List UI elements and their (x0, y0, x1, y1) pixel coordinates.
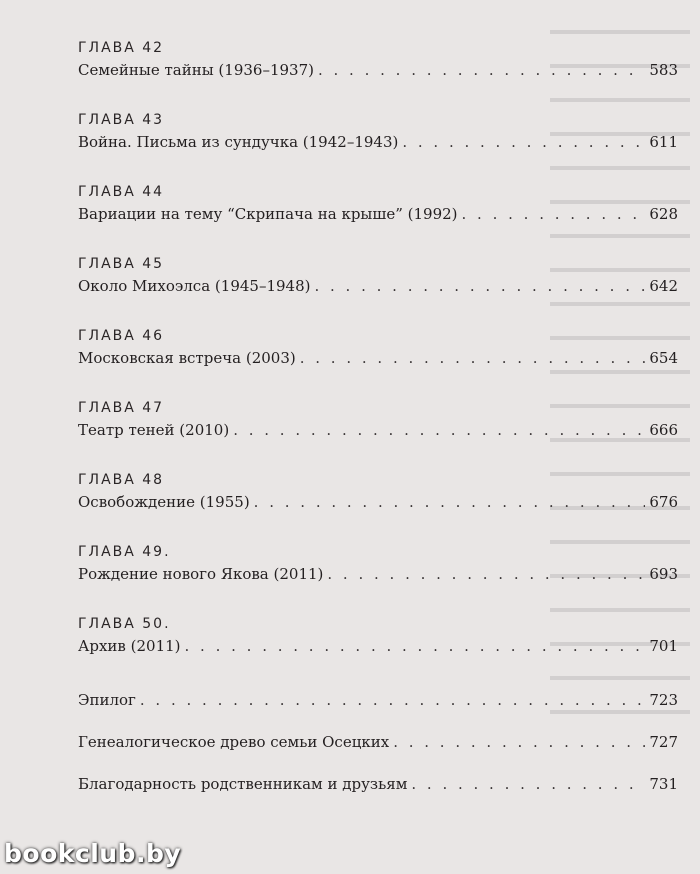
chapter-title: Театр теней (2010) (78, 421, 230, 439)
chapter-title: Освобождение (1955) (78, 493, 250, 511)
chapter-label: ГЛАВА 46 (78, 328, 165, 344)
page-number: 666 (649, 421, 678, 439)
toc-entry (78, 38, 678, 110)
toc-extra-entry (78, 770, 678, 812)
page-number: 628 (649, 205, 678, 223)
chapter-title: Рождение нового Якова (2011) (78, 565, 324, 583)
chapter-label: ГЛАВА 42 (78, 40, 165, 56)
dot-leader (185, 634, 646, 658)
extra-title: Благодарность родственникам и друзьям (78, 775, 408, 793)
toc-entry (78, 182, 678, 254)
page-number: 727 (649, 733, 678, 751)
chapter-label: ГЛАВА 43 (78, 112, 165, 128)
dot-leader (402, 130, 645, 154)
chapter-label: ГЛАВА 45 (78, 256, 165, 272)
chapter-label: ГЛАВА 47 (78, 400, 165, 416)
table-of-contents (78, 38, 678, 812)
toc-entry (78, 254, 678, 326)
page-number: 723 (649, 691, 678, 709)
page-number: 642 (649, 277, 678, 295)
chapter-label: ГЛАВА 50. (78, 616, 171, 632)
chapter-label: ГЛАВА 48 (78, 472, 165, 488)
dot-leader (233, 418, 645, 442)
toc-extra-entry (78, 686, 678, 728)
dot-leader (314, 274, 645, 298)
dot-leader (318, 58, 645, 82)
chapter-title: Семейные тайны (1936–1937) (78, 61, 314, 79)
dot-leader (327, 562, 645, 586)
chapter-title: Война. Письма из сундучка (1942–1943) (78, 133, 399, 151)
toc-entry (78, 110, 678, 182)
toc-entry (78, 326, 678, 398)
chapter-title: Около Михоэлса (1945–1948) (78, 277, 311, 295)
extra-title: Генеалогическое древо семьи Осецких (78, 733, 390, 751)
dot-leader (254, 490, 646, 514)
page-number: 654 (649, 349, 678, 367)
toc-extra-entry (78, 728, 678, 770)
chapter-label: ГЛАВА 44 (78, 184, 165, 200)
dot-leader (462, 202, 646, 226)
dot-leader (411, 772, 645, 796)
page-number: 676 (649, 493, 678, 511)
page-number: 611 (649, 133, 678, 151)
chapter-title: Вариации на тему “Скрипача на крыше” (1992) (78, 205, 458, 223)
page-number: 701 (649, 637, 678, 655)
toc-entry (78, 470, 678, 542)
toc-entry (78, 398, 678, 470)
dot-leader (393, 730, 645, 754)
page-number: 731 (649, 775, 678, 793)
chapter-title: Московская встреча (2003) (78, 349, 296, 367)
page-number: 693 (649, 565, 678, 583)
extra-title: Эпилог (78, 691, 136, 709)
chapter-label: ГЛАВА 49. (78, 544, 171, 560)
site-watermark: bookclub.by (4, 839, 182, 868)
toc-entry (78, 542, 678, 614)
page-number: 583 (649, 61, 678, 79)
toc-entry (78, 614, 678, 686)
chapter-title: Архив (2011) (78, 637, 181, 655)
dot-leader (300, 346, 646, 370)
dot-leader (140, 688, 645, 712)
